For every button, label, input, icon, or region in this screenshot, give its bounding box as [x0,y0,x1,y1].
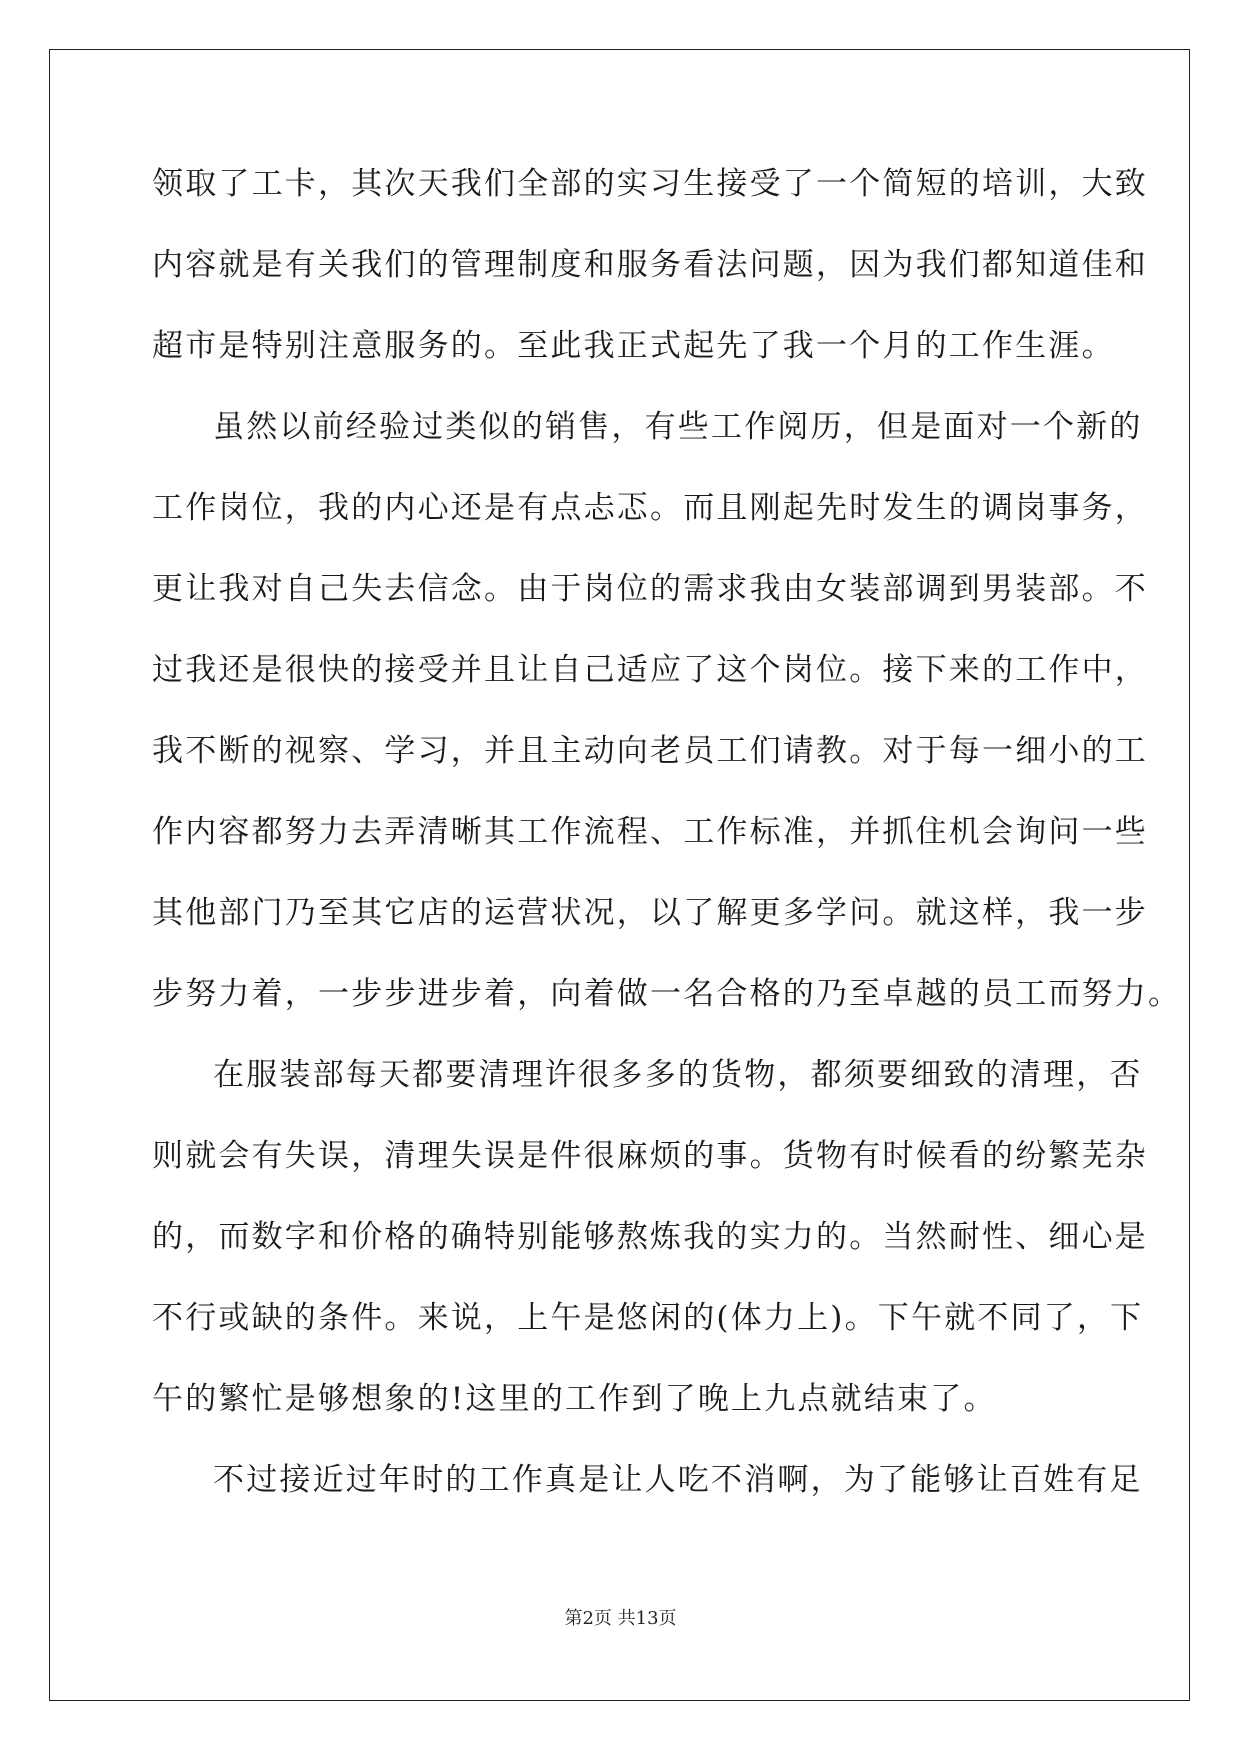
text-line-7: 过我还是很快的接受并且让自己适应了这个岗位。接下来的工作中， [152,652,1148,688]
text-line-12: 在服装部每天都要清理许很多多的货物，都须要细致的清理，否 [213,1057,1143,1093]
document-body [152,160,1182,1537]
text-line-13: 则就会有失误，清理失误是件很麻烦的事。货物有时候看的纷繁芜杂 [152,1138,1148,1174]
text-line-16: 午的繁忙是够想象的!这里的工作到了晚上九点就结束了。 [152,1381,997,1417]
page-number-footer: 第2页 共13页 [564,1608,677,1629]
text-line-2: 内容就是有关我们的管理制度和服务看法问题，因为我们都知道佳和 [152,247,1148,283]
text-line-10: 其他部门乃至其它店的运营状况，以了解更多学问。就这样，我一步 [152,895,1148,931]
text-line-9: 作内容都努力去弄清晰其工作流程、工作标准，并抓住机会询问一些 [152,814,1148,850]
text-line-11: 步努力着，一步步进步着，向着做一名合格的乃至卓越的员工而努力。 [152,976,1182,1012]
text-line-1: 领取了工卡，其次天我们全部的实习生接受了一个简短的培训，大致 [152,166,1148,202]
text-line-15: 不行或缺的条件。来说，上午是悠闲的(体力上)。下午就不同了，下 [152,1300,1144,1336]
text-line-3: 超市是特别注意服务的。至此我正式起先了我一个月的工作生涯。 [152,328,1115,364]
text-line-4: 虽然以前经验过类似的销售，有些工作阅历，但是面对一个新的 [213,409,1143,445]
text-line-6: 更让我对自己失去信念。由于岗位的需求我由女装部调到男装部。不 [152,571,1148,607]
text-line-8: 我不断的视察、学习，并且主动向老员工们请教。对于每一细小的工 [152,733,1148,769]
text-line-17: 不过接近过年时的工作真是让人吃不消啊，为了能够让百姓有足 [213,1462,1143,1498]
text-line-14: 的，而数字和价格的确特别能够熬炼我的实力的。当然耐性、细心是 [152,1219,1148,1255]
text-line-5: 工作岗位，我的内心还是有点忐忑。而且刚起先时发生的调岗事务， [152,490,1148,526]
